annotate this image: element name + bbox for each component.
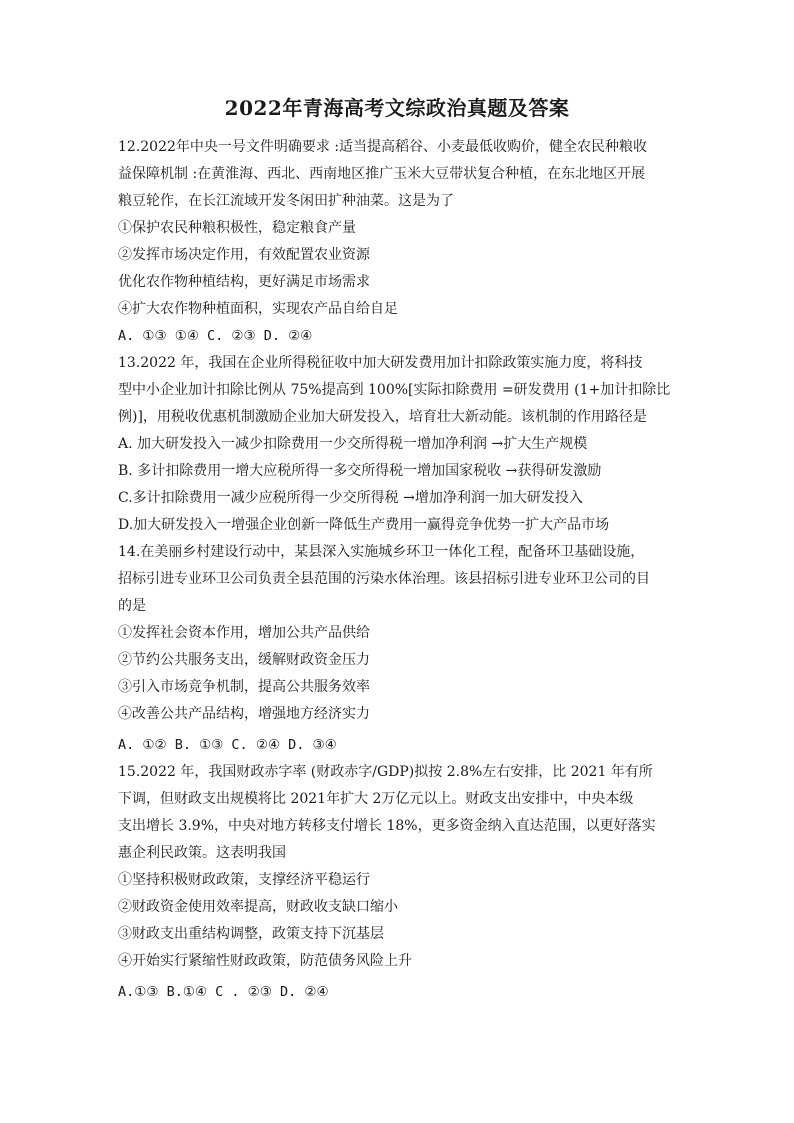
q15-choice-4: ④开始实行紧缩性财政政策，防范债务风险上升 — [118, 953, 412, 969]
q14-choice-2: ②节约公共服务支出，缓解财政资金压力 — [118, 652, 370, 668]
q13-option-d: D.加大研发投入一增强企业创新一降低生产费用一赢得竞争优势一扩大产品市场 — [118, 517, 610, 533]
q14-stem-line-2: 招标引进专业环卫公司负责全县范围的污染水体治理。该县招标引进专业环卫公司的目 — [118, 571, 650, 587]
q12-options: A. ①③ ①④ C. ②③ D. ②④ — [118, 328, 313, 344]
q15-stem-line-2: 下调，但财政支出规模将比 2021年扩大 2万亿元以上。财政支出安排中，中央本级 — [118, 791, 634, 807]
q13-stem-line-3: 例)]，用税收优惠机制激励企业加大研发投入，培育壮大新动能。该机制的作用路径是 — [118, 409, 647, 425]
q13-stem-line-1: 13.2022 年，我国在企业所得税征收中加大研发费用加计扣除政策实施力度，将科技 — [118, 355, 643, 371]
q12-stem-line-2: 益保障机制 :在黄淮海、西北、西南地区推广玉米大豆带状复合种植，在东北地区开展 — [118, 166, 646, 182]
q15-stem-line-3: 支出增长 3.9%，中央对地方转移支付增长 18%，更多资金纳入直达范围，以更好落实 — [118, 818, 656, 834]
q12-choice-4: ④扩大农作物种植面积，实现农产品自给自足 — [118, 301, 398, 317]
q15-stem-line-4: 惠企利民政策。这表明我国 — [118, 845, 286, 861]
q12-choice-1: ①保护农民种粮积极性，稳定粮食产量 — [118, 220, 356, 236]
q15-choice-3: ③财政支出重结构调整，政策支持下沉基层 — [118, 926, 384, 942]
q12-choice-2: ②发挥市场决定作用，有效配置农业资源 — [118, 247, 370, 263]
q13-option-b: B. 多计扣除费用一增大应税所得一多交所得税一增加国家税收 →获得研发激励 — [118, 463, 602, 479]
q14-choice-3: ③引入市场竞争机制，提高公共服务效率 — [118, 679, 370, 695]
document-title: 2022年青海高考文综政治真题及答案 — [224, 96, 570, 120]
q14-stem-line-1: 14.在美丽乡村建设行动中，某县深入实施城乡环卫一体化工程，配备环卫基础设施， — [118, 544, 645, 560]
q13-stem-line-2: 型中小企业加计扣除比例从 75%提高到 100%[实际扣除费用 =研发费用 (1+加计扣除比 — [118, 382, 671, 398]
q14-stem-line-3: 的是 — [118, 598, 146, 614]
q12-choice-3: 优化农作物种植结构，更好满足市场需求 — [118, 274, 370, 290]
q15-choice-1: ①坚持积极财政政策，支撑经济平稳运行 — [118, 872, 370, 888]
q14-choice-4: ④改善公共产品结构，增强地方经济实力 — [118, 706, 370, 722]
q13-option-c: C.多计扣除费用一减少应税所得一少交所得税 →增加净利润一加大研发投入 — [118, 490, 583, 506]
q15-options: A.①③ B.①④ C . ②③ D. ②④ — [118, 984, 329, 1000]
q14-options: A. ①② B. ①③ C. ②④ D. ③④ — [118, 737, 337, 753]
q14-choice-1: ①发挥社会资本作用，增加公共产品供给 — [118, 625, 370, 641]
q15-stem-line-1: 15.2022 年，我国财政赤字率 (财政赤字/GDP)拟按 2.8%左右安排，比 2021 年有所 — [118, 764, 653, 780]
q15-choice-2: ②财政资金使用效率提高，财政收支缺口缩小 — [118, 899, 398, 915]
q13-option-a: A. 加大研发投入一减少扣除费用一少交所得税一增加净利润 →扩大生产规模 — [118, 436, 588, 452]
q12-stem-line-3: 粮豆轮作，在长江流域开发冬闲田扩种油菜。这是为了 — [118, 193, 454, 209]
q12-stem-line-1: 12.2022年中央一号文件明确要求 :适当提高稻谷、小麦最低收购价，健全农民种粮收 — [118, 139, 648, 155]
